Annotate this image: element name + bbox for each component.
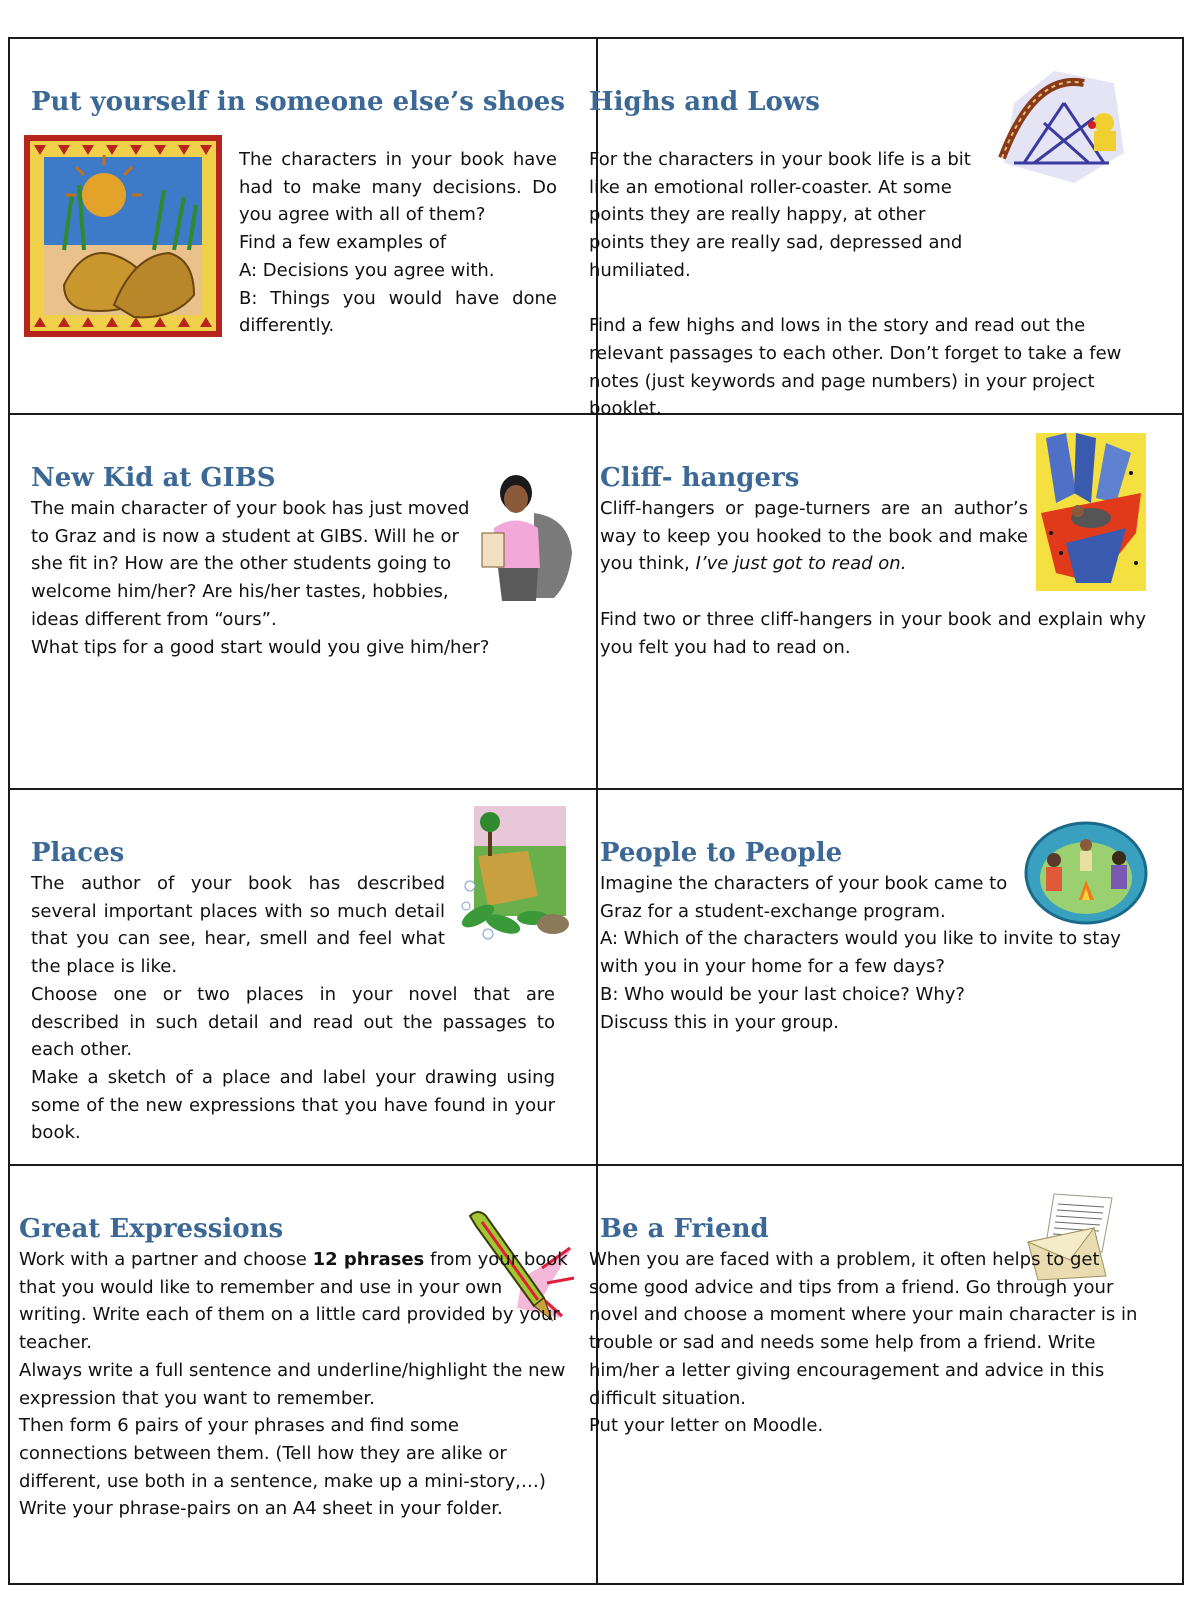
card-title: Great Expressions <box>19 1214 284 1244</box>
card-body <box>19 1246 569 1523</box>
card-text-line: Write your phrase-pairs on an A4 sheet in your folder. <box>19 1498 503 1520</box>
card-body <box>589 1246 1145 1440</box>
card-text-line: Find a few examples of <box>239 232 447 254</box>
card-text-line: For the characters in your book life is a bit like an emotional roller-coaster. At some points they are really happy, at other points they are really sad, depressed and humiliated. <box>589 149 971 281</box>
card-text-line <box>19 1246 569 1357</box>
card-highs-and-lows <box>580 39 1176 420</box>
card-title: Put yourself in someone else’s shoes <box>31 87 565 117</box>
card-title: Places <box>31 838 125 868</box>
card-body <box>589 146 1139 423</box>
card-text-line: B: Who would be your last choice? Why? <box>600 983 965 1005</box>
card-great-expressions <box>10 1166 576 1585</box>
card-title: Be a Friend <box>600 1214 769 1244</box>
card-title: Highs and Lows <box>589 87 820 117</box>
card-text-line: The main character of your book has just moved to Graz and is now a student at GIBS. Will he or she fit in? How are the other students going to welcome him/her? Are his/her tastes, hobbies, ideas different from “ours”. <box>31 498 470 630</box>
card-text-line: Then form 6 pairs of your phrases and find some connections between them. (Tell how they are alike or different, use both in a sentence, make up a mini-story,…) <box>19 1415 546 1492</box>
card-body <box>600 870 1146 1036</box>
card-text-line: What tips for a good start would you give him/her? <box>31 636 490 658</box>
card-body <box>31 870 555 1147</box>
card-text-line: B: Things you would have done differently. <box>239 287 557 337</box>
card-people-to-people <box>580 790 1176 1164</box>
card-bold-text: 12 phrases <box>312 1249 425 1270</box>
card-text-line: When you are faced with a problem, it often helps to get some good advice and tips from a friend. Go through your novel and choose a moment where your main character is in trouble or sad and needs some help from a friend. Write him/her a letter giving encouragement and advice in this difficult situation. <box>589 1249 1138 1409</box>
card-text-line: The author of your book has described several important places with so much detail that you can see, hear, smell and feel what the place is like. <box>31 873 445 978</box>
card-be-a-friend <box>580 1166 1176 1585</box>
card-put-yourself <box>10 39 576 413</box>
card-text-line: Discuss this in your group. <box>600 1011 839 1033</box>
card-text-line: A: Which of the characters would you like to invite to stay with you in your home for a few days? <box>600 928 1121 978</box>
card-places <box>10 790 576 1164</box>
card-text-span: from your book that you would like to remember and use in your own writing. Write each of them on a little card provided by your teacher. <box>19 1249 568 1354</box>
card-text-line: Put your letter on Moodle. <box>589 1415 824 1437</box>
card-text-line: Make a sketch of a place and label your drawing using some of the new expressions that you have found in your book. <box>31 1066 555 1144</box>
card-title: People to People <box>600 838 843 868</box>
card-body <box>31 495 576 661</box>
card-text-line: Always write a full sentence and underline/highlight the new expression that you want to remember. <box>19 1359 566 1409</box>
card-text-line: Choose one or two places in your novel that are described in such detail and read out the passages to each other. <box>31 983 555 1061</box>
card-title: New Kid at GIBS <box>31 463 276 493</box>
card-text-line: Find two or three cliff-hangers in your book and explain why you felt you had to read on. <box>600 608 1146 658</box>
card-text-line: A: Decisions you agree with. <box>239 259 495 281</box>
card-body <box>239 146 557 340</box>
card-text-line: Find a few highs and lows in the story and read out the relevant passages to each other. Don’t forget to take a few notes (just keywords and page numbers) in your project booklet. <box>589 315 1122 420</box>
card-text-line: The characters in your book have had to make many decisions. Do you agree with all of them? <box>239 149 557 226</box>
card-text-span: Work with a partner and choose <box>19 1249 307 1270</box>
card-title: Cliff- hangers <box>600 463 800 493</box>
card-text-line <box>600 495 1146 578</box>
card-body <box>600 495 1146 661</box>
card-cliff-hangers <box>580 415 1176 788</box>
card-text-span: Cliff-hangers or page-turners are an author’s way to keep you hooked to the book and make you think, <box>600 498 1028 575</box>
card-italic-text: I’ve just got to read on. <box>695 553 907 575</box>
card-text-line: Imagine the characters of your book came to Graz for a student-exchange program. <box>600 873 1008 922</box>
moccasin-shoes-icon <box>24 135 222 337</box>
card-new-kid <box>10 415 576 788</box>
